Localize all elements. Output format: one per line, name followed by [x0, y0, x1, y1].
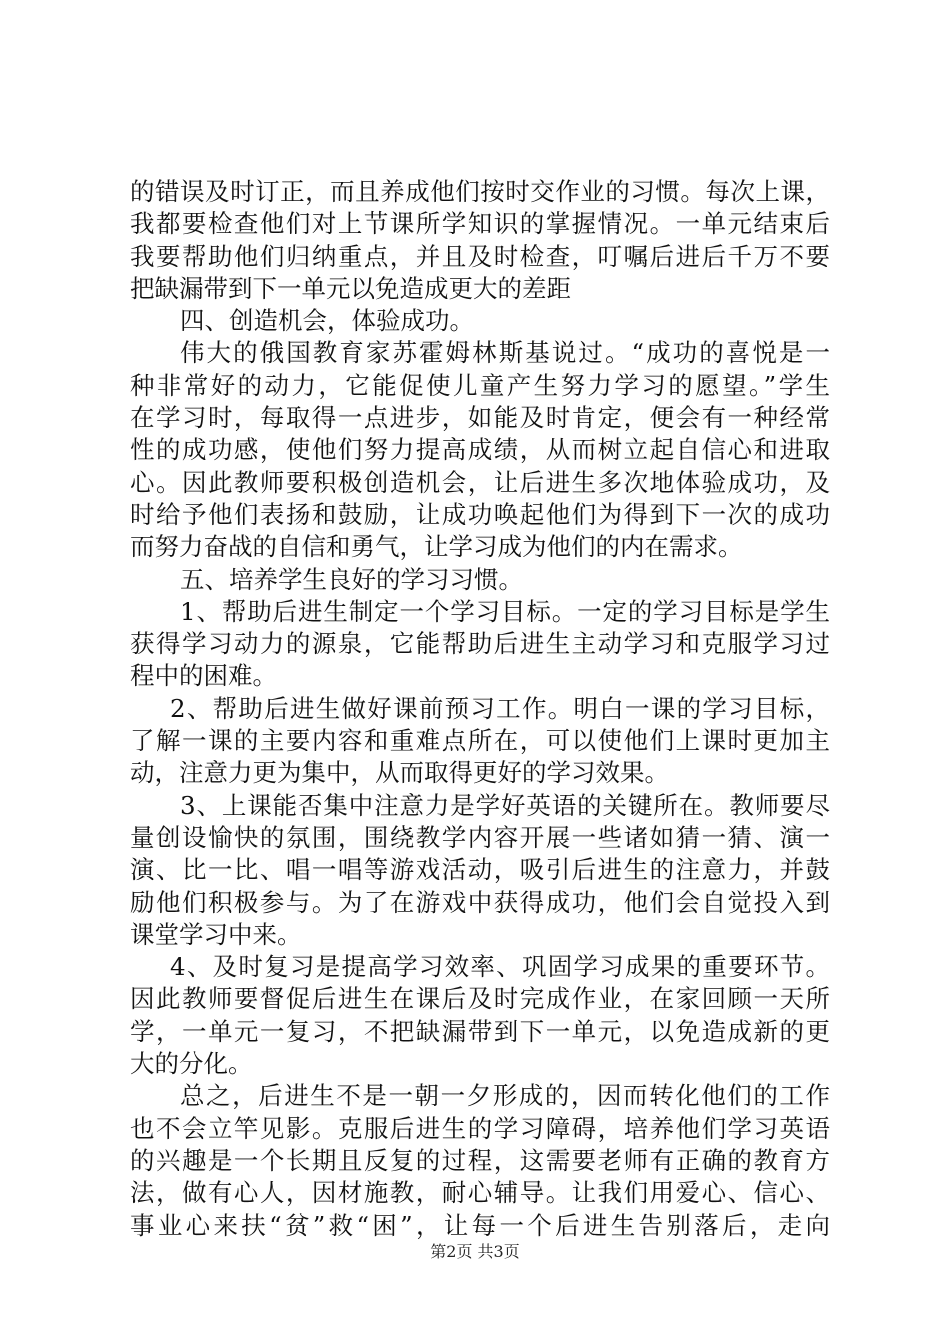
text-line: 演、比一比、唱一唱等游戏活动，吸引后进生的注意力，并鼓 [130, 855, 830, 885]
text-line: 伟大的俄国教育家苏霍姆林斯基说过。“成功的喜悦是一 [180, 338, 830, 368]
text-line: 量创设愉快的氛围，围绕教学内容开展一些诸如猜一猜、演一 [130, 822, 830, 852]
text-line: 五、培养学生良好的学习习惯。 [180, 564, 523, 594]
text-line: 2、帮助后进生做好课前预习工作。明白一课的学习目标， [170, 693, 830, 723]
text-line: 程中的困难。 [130, 661, 277, 691]
text-line: 的错误及时订正，而且养成他们按时交作业的习惯。每次上课， [130, 177, 830, 206]
text-line: 4、及时复习是提高学习效率、巩固学习成果的重要环节。 [170, 952, 830, 982]
text-line: 法，做有心人，因材施教，耐心辅导。让我们用爱心、信心、 [130, 1178, 830, 1208]
text-line: 也不会立竿见影。克服后进生的学习障碍，培养他们学习英语 [130, 1113, 830, 1143]
text-line: 大的分化。 [130, 1049, 253, 1079]
text-line: 因此教师要督促后进生在课后及时完成作业，在家回顾一天所 [130, 984, 830, 1014]
text-line: 我都要检查他们对上节课所学知识的掌握情况。一单元结束后 [130, 209, 830, 239]
text-line: 事业心来扶“贫”救“困”，让每一个后进生告别落后，走向 [130, 1210, 830, 1240]
text-line: 动，注意力更为集中，从而取得更好的学习效果。 [130, 758, 669, 788]
text-line: 总之，后进生不是一朝一夕形成的，因而转化他们的工作 [180, 1081, 830, 1111]
text-line: 学，一单元一复习，不把缺漏带到下一单元，以免造成新的更 [130, 1016, 830, 1046]
text-line: 课堂学习中来。 [130, 919, 302, 949]
text-line: 把缺漏带到下一单元以免造成更大的差距 [130, 273, 571, 303]
text-line: 的兴趣是一个长期且反复的过程，这需要老师有正确的教育方 [130, 1145, 830, 1175]
page-footer: 第2页 共3页 [430, 1242, 520, 1261]
text-line: 性的成功感，使他们努力提高成绩，从而树立起自信心和进取 [130, 435, 830, 465]
text-line: 四、创造机会，体验成功。 [180, 306, 474, 336]
text-line: 了解一课的主要内容和重难点所在，可以使他们上课时更加主 [130, 726, 830, 756]
text-line: 1、帮助后进生制定一个学习目标。一定的学习目标是学生 [180, 596, 830, 626]
text-line: 而努力奋战的自信和勇气，让学习成为他们的内在需求。 [130, 532, 743, 562]
text-line: 我要帮助他们归纳重点，并且及时检查，叮嘱后进后千万不要 [130, 241, 830, 271]
document-body [130, 176, 830, 1242]
text-line: 种非常好的动力，它能促使儿童产生努力学习的愿望。”学生 [130, 370, 830, 400]
text-line: 获得学习动力的源泉，它能帮助后进生主动学习和克服学习过 [130, 629, 830, 659]
text-line: 励他们积极参与。为了在游戏中获得成功，他们会自觉投入到 [130, 887, 830, 917]
text-line: 在学习时，每取得一点进步，如能及时肯定，便会有一种经常 [130, 403, 830, 433]
text-line: 心。因此教师要积极创造机会，让后进生多次地体验成功，及 [130, 467, 830, 497]
text-line: 时给予他们表扬和鼓励，让成功唤起他们为得到下一次的成功 [130, 499, 830, 529]
text-line: 3、上课能否集中注意力是学好英语的关键所在。教师要尽 [180, 790, 830, 820]
